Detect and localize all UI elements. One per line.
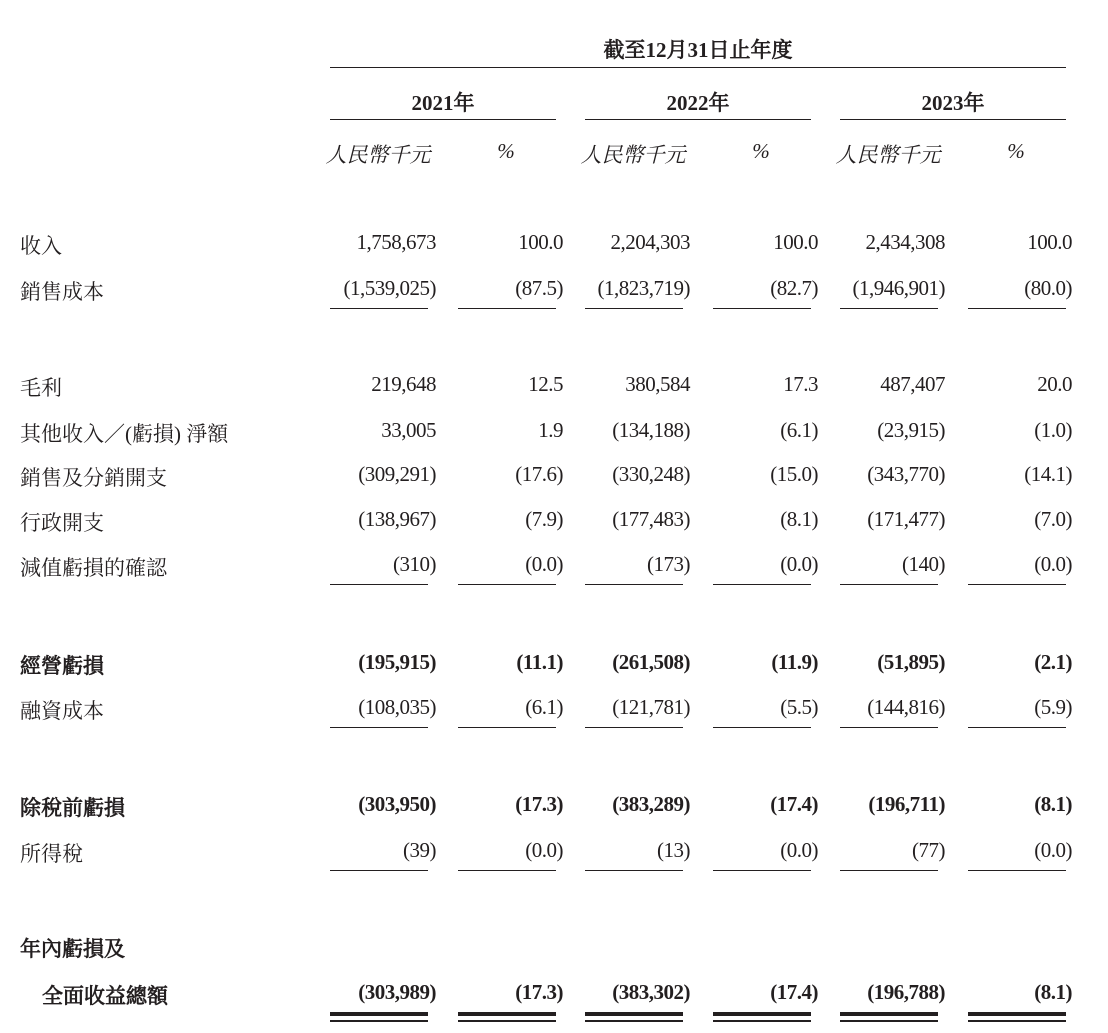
amount-cell: (13)	[657, 838, 690, 862]
amount-cell: (121,781)	[612, 695, 690, 719]
amount-cell: 219,648	[371, 372, 436, 396]
subtotal-underline	[458, 584, 556, 585]
amount-cell: (140)	[902, 552, 945, 576]
row-label: 除稅前虧損	[20, 796, 125, 820]
amount-cell: 2,434,308	[865, 230, 945, 254]
subtotal-underline	[330, 870, 428, 871]
year-divider	[330, 119, 556, 120]
row-label: 全面收益總額	[42, 984, 168, 1008]
total-double-underline	[458, 1020, 556, 1022]
year-divider	[840, 119, 1066, 120]
percent-cell: 100.0	[1027, 230, 1072, 254]
row-label: 經營虧損	[20, 654, 104, 678]
total-double-underline	[713, 1012, 811, 1020]
subtotal-underline	[585, 727, 683, 728]
percent-cell: (6.1)	[525, 695, 563, 719]
header-divider	[330, 67, 1066, 68]
percent-cell: (7.0)	[1034, 507, 1072, 531]
total-double-underline	[330, 1020, 428, 1022]
amount-cell: (343,770)	[867, 462, 945, 486]
percent-cell: 100.0	[773, 230, 818, 254]
percent-cell: (1.0)	[1034, 418, 1072, 442]
subtotal-underline	[968, 870, 1066, 871]
percent-cell: (0.0)	[780, 552, 818, 576]
row-label: 年內虧損及	[20, 937, 125, 961]
amount-cell: (383,289)	[612, 792, 690, 816]
percent-cell: (11.1)	[516, 650, 563, 674]
amount-cell: (177,483)	[612, 507, 690, 531]
percent-cell: (5.9)	[1034, 695, 1072, 719]
row-label: 收入	[20, 234, 62, 258]
percent-cell: (5.5)	[780, 695, 818, 719]
row-label: 銷售及分銷開支	[20, 466, 167, 490]
year-header-2023: 2023年	[921, 91, 985, 115]
unit-amount-2021: 人民幣千元	[325, 143, 431, 167]
percent-cell: (8.1)	[780, 507, 818, 531]
subtotal-underline	[713, 308, 811, 309]
percent-cell: (0.0)	[1034, 838, 1072, 862]
row-label: 行政開支	[20, 511, 104, 535]
subtotal-underline	[713, 584, 811, 585]
total-double-underline	[968, 1020, 1066, 1022]
amount-cell: (39)	[403, 838, 436, 862]
unit-percent-2021: %	[497, 139, 515, 163]
percent-cell: (0.0)	[525, 838, 563, 862]
amount-cell: 487,407	[880, 372, 945, 396]
subtotal-underline	[585, 870, 683, 871]
total-double-underline	[585, 1012, 683, 1020]
amount-cell: (309,291)	[358, 462, 436, 486]
amount-cell: (171,477)	[867, 507, 945, 531]
percent-cell: (0.0)	[1034, 552, 1072, 576]
percent-cell: (0.0)	[780, 838, 818, 862]
total-double-underline	[968, 1012, 1066, 1020]
subtotal-underline	[713, 870, 811, 871]
amount-cell: (23,915)	[877, 418, 945, 442]
subtotal-underline	[330, 727, 428, 728]
row-label: 毛利	[20, 376, 62, 400]
total-double-underline	[458, 1012, 556, 1020]
amount-cell: 2,204,303	[610, 230, 690, 254]
unit-percent-2023: %	[1007, 139, 1025, 163]
percent-cell: (17.3)	[515, 980, 563, 1004]
percent-cell: (6.1)	[780, 418, 818, 442]
percent-cell: (8.1)	[1034, 980, 1072, 1004]
amount-cell: (134,188)	[612, 418, 690, 442]
percent-cell: (17.4)	[770, 980, 818, 1004]
percent-cell: (17.4)	[770, 792, 818, 816]
row-label: 銷售成本	[20, 280, 104, 304]
percent-cell: 1.9	[538, 418, 563, 442]
subtotal-underline	[968, 727, 1066, 728]
period-title: 截至12月31日止年度	[603, 38, 793, 62]
year-header-2021: 2021年	[411, 91, 475, 115]
percent-cell: 20.0	[1037, 372, 1072, 396]
percent-cell: (8.1)	[1034, 792, 1072, 816]
amount-cell: (310)	[393, 552, 436, 576]
percent-cell: (17.6)	[515, 462, 563, 486]
percent-cell: (14.1)	[1024, 462, 1072, 486]
percent-cell: (2.1)	[1034, 650, 1072, 674]
amount-cell: (51,895)	[877, 650, 945, 674]
subtotal-underline	[840, 584, 938, 585]
subtotal-underline	[458, 727, 556, 728]
year-header-2022: 2022年	[666, 91, 730, 115]
amount-cell: (303,950)	[358, 792, 436, 816]
amount-cell: (138,967)	[358, 507, 436, 531]
subtotal-underline	[330, 308, 428, 309]
percent-cell: (17.3)	[515, 792, 563, 816]
total-double-underline	[713, 1020, 811, 1022]
unit-amount-2022: 人民幣千元	[580, 143, 686, 167]
amount-cell: 33,005	[381, 418, 436, 442]
subtotal-underline	[585, 308, 683, 309]
amount-cell: 380,584	[625, 372, 690, 396]
row-label: 其他收入／(虧損) 淨額	[20, 422, 229, 446]
row-label: 所得稅	[20, 842, 83, 866]
unit-amount-2023: 人民幣千元	[835, 143, 941, 167]
subtotal-underline	[713, 727, 811, 728]
subtotal-underline	[585, 584, 683, 585]
amount-cell: (1,823,719)	[597, 276, 690, 300]
amount-cell: (1,539,025)	[343, 276, 436, 300]
amount-cell: (196,788)	[867, 980, 945, 1004]
total-double-underline	[330, 1012, 428, 1020]
amount-cell: (173)	[647, 552, 690, 576]
percent-cell: (0.0)	[525, 552, 563, 576]
subtotal-underline	[330, 584, 428, 585]
total-double-underline	[585, 1020, 683, 1022]
unit-percent-2022: %	[752, 139, 770, 163]
percent-cell: (11.9)	[771, 650, 818, 674]
percent-cell: 17.3	[783, 372, 818, 396]
percent-cell: (7.9)	[525, 507, 563, 531]
subtotal-underline	[840, 727, 938, 728]
amount-cell: (77)	[912, 838, 945, 862]
percent-cell: (80.0)	[1024, 276, 1072, 300]
amount-cell: (383,302)	[612, 980, 690, 1004]
amount-cell: (144,816)	[867, 695, 945, 719]
subtotal-underline	[840, 870, 938, 871]
amount-cell: (195,915)	[358, 650, 436, 674]
subtotal-underline	[968, 584, 1066, 585]
percent-cell: (82.7)	[770, 276, 818, 300]
amount-cell: (108,035)	[358, 695, 436, 719]
subtotal-underline	[458, 308, 556, 309]
subtotal-underline	[840, 308, 938, 309]
total-double-underline	[840, 1012, 938, 1020]
percent-cell: (15.0)	[770, 462, 818, 486]
amount-cell: (330,248)	[612, 462, 690, 486]
total-double-underline	[840, 1020, 938, 1022]
percent-cell: 12.5	[528, 372, 563, 396]
row-label: 融資成本	[20, 699, 104, 723]
subtotal-underline	[458, 870, 556, 871]
percent-cell: 100.0	[518, 230, 563, 254]
percent-cell: (87.5)	[515, 276, 563, 300]
amount-cell: (261,508)	[612, 650, 690, 674]
row-label: 減值虧損的確認	[20, 556, 167, 580]
amount-cell: 1,758,673	[356, 230, 436, 254]
amount-cell: (196,711)	[868, 792, 945, 816]
amount-cell: (303,989)	[358, 980, 436, 1004]
subtotal-underline	[968, 308, 1066, 309]
year-divider	[585, 119, 811, 120]
amount-cell: (1,946,901)	[852, 276, 945, 300]
